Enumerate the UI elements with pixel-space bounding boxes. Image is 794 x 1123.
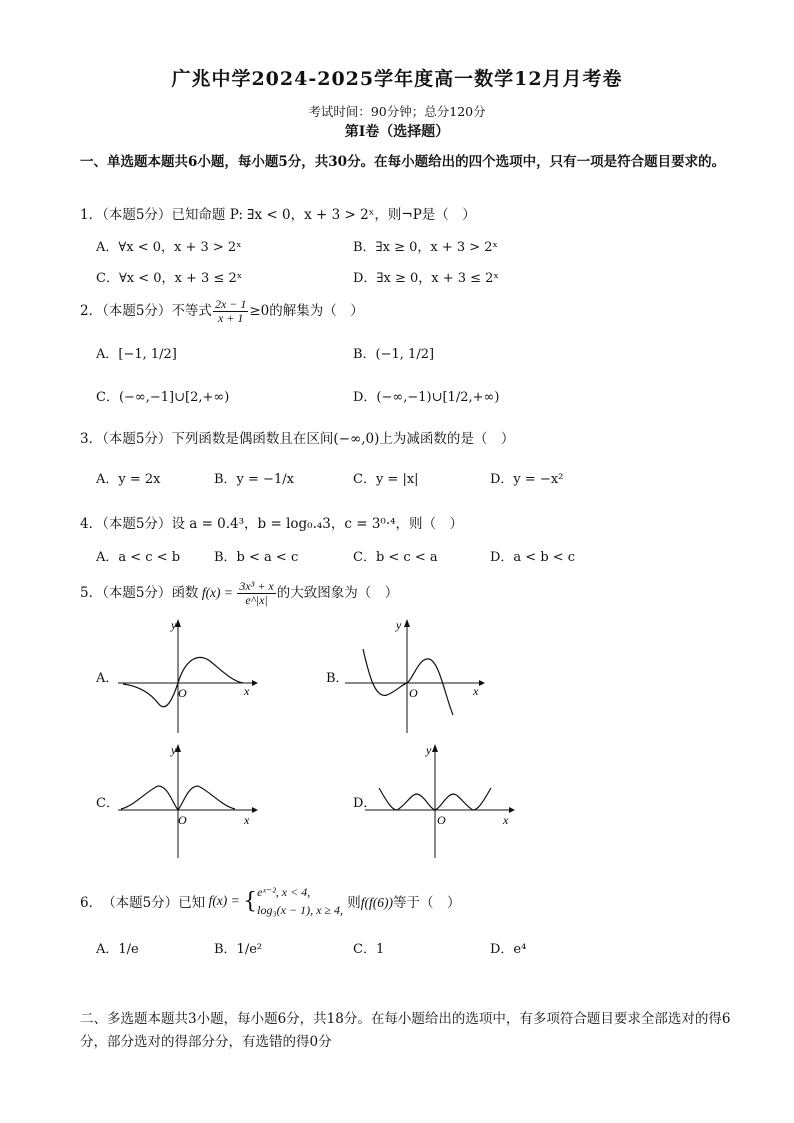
q3-option-c[interactable]: C．y = |x| [353,472,419,487]
q6-piece-1: eˣ⁻², x < 4, [257,885,311,899]
question-5: 5．（本题5分）函数 f(x) = $\frac{\text{3x³ + x}}{e\^{}|x|}$ 的大致图象为（ ） [80,579,399,607]
q3-option-a[interactable]: A．y = 2x [96,472,161,487]
q4-option-c[interactable]: C．b < c < a [353,550,438,565]
q6-option-a[interactable]: A．1/e [96,942,139,957]
q2-option-a[interactable]: A．[−1, 1/2] [96,347,177,362]
volume-label: 第I卷（选择题） [344,124,450,140]
graph-b-y-label: y [396,618,402,632]
q2-option-d[interactable]: D．(−∞,−1)∪[1/2,+∞) [353,390,500,405]
graph-b-origin-label: O [409,686,418,700]
section-heading-multiple-choice: 二、多选题本题共3小题，每小题6分，共18分。在每小题给出的选项中，有多项符合题目要求全部选对的得6分，部分选对的得部分分，有选错的得0分 [80,1011,731,1050]
q3-option-d[interactable]: D．y = −x² [490,472,564,487]
q1-option-d[interactable]: D．∃x ≥ 0，x + 3 ≤ 2ˣ [353,271,499,286]
question-3-stem: 下列函数是偶函数且在区间(−∞,0)上为减函数的是（ ） [171,431,515,447]
graph-a-x-label: x [244,684,250,698]
exam-subtitle: 考试时间：90分钟；总分120分 [308,104,486,119]
section-heading-single-choice: 一、单选题本题共6小题，每小题5分，共30分。在每小题给出的四个选项中，只有一项是符合题目要求的。 [80,154,726,170]
q1-option-b[interactable]: B．∃x ≥ 0，x + 3 > 2ˣ [353,240,499,255]
q5-option-a[interactable]: A． [96,671,119,686]
q5-option-c[interactable]: C． [96,796,119,811]
q3-option-b[interactable]: B．y = −1/x [214,472,294,487]
q2-option-c[interactable]: C．(−∞,−1]∪[2,+∞) [96,390,230,405]
q1-option-c[interactable]: C．∀x < 0，x + 3 ≤ 2ˣ [96,271,243,286]
graph-a-y-label: y [171,618,177,632]
q4-option-a[interactable]: A．a < c < b [96,550,181,565]
graph-d-x-label: x [503,813,509,827]
question-3: 3．（本题5分）下列函数是偶函数且在区间(−∞,0)上为减函数的是（ ） [80,431,515,447]
question-1: 1．（本题5分）已知命题 P: ∃x < 0，x + 3 > 2ˣ，则¬P是（ ） [80,207,476,223]
q6-option-d[interactable]: D．e⁴ [490,942,527,957]
q5-option-d[interactable]: D． [353,796,377,811]
question-6: 6． （本题5分） 已知 f(x) = { eˣ⁻², x < 4, log₃(x − 1), x ≥ 4, 则f(f(6))等于（ ） [80,885,461,917]
question-4-stem: 设 a = 0.4³，b = log₀.₄3，c = 3⁰·⁴，则（ ） [171,516,464,532]
q4-option-d[interactable]: D．a < b < c [490,550,576,565]
q4-option-b[interactable]: B．b < a < c [214,550,299,565]
graph-c-x-label: x [244,813,250,827]
question-2: 2．（本题5分）不等式 $\frac{2x - 1}{x + 1}$ ≥0的解集为（ ） [80,297,364,325]
q5-fraction: $\frac{\text{3x³ + x}}{e\^{}|x|}$ [239,579,274,607]
q2-option-b[interactable]: B．(−1, 1/2] [353,347,435,362]
graph-a-origin-label: O [178,686,187,700]
q5-graph-b[interactable] [345,615,485,735]
graph-b-x-label: x [473,684,479,698]
q6-option-b[interactable]: B．1/e² [214,942,263,957]
graph-c-origin-label: O [178,813,187,827]
q6-option-c[interactable]: C．1 [353,942,385,957]
exam-title: 广兆中学2024-2025学年度高一数学12月月考卷 [171,68,623,90]
q5-graph-c[interactable] [118,740,258,860]
graph-d-y-label: y [426,743,432,757]
q6-piece-2: log₃(x − 1), x ≥ 4, [257,903,343,917]
q1-option-a[interactable]: A．∀x < 0，x + 3 > 2ˣ [96,240,242,255]
graph-d-origin-label: O [437,813,446,827]
graph-c-y-label: y [171,743,177,757]
q2-fraction: $\frac{2x - 1}{x + 1}$ [214,297,247,325]
q5-graph-a[interactable] [118,615,258,735]
q5-graph-d[interactable] [365,740,515,860]
question-1-stem: 已知命题 P: ∃x < 0，x + 3 > 2ˣ，则¬P是（ ） [171,207,476,223]
q5-option-b[interactable]: B． [326,671,349,686]
question-4: 4．（本题5分）设 a = 0.4³，b = log₀.₄3，c = 3⁰·⁴，则（ ） [80,516,464,532]
